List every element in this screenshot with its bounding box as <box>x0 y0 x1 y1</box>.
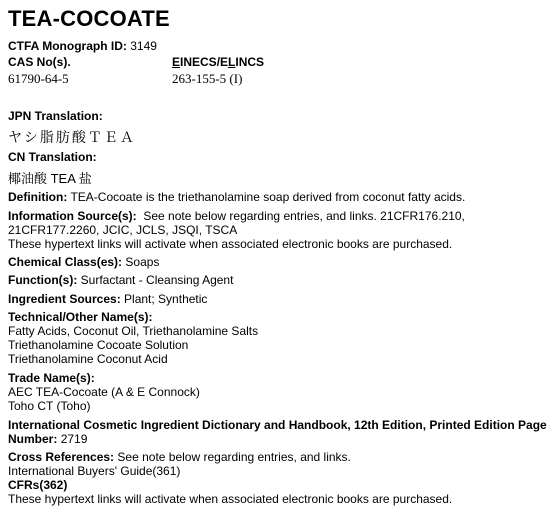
cn-translation-label: CN Translation: <box>8 150 97 164</box>
definition-row <box>8 190 465 204</box>
trade-name-item: AEC TEA-Cocoate (A & E Connock) <box>8 385 200 399</box>
cross-references-row <box>8 450 351 464</box>
dictionary-page-value: 2719 <box>60 432 88 446</box>
einecs-value: 263-155-5 (I) <box>172 71 243 86</box>
other-name-item: Fatty Acids, Coconut Oil, Triethanolamine Salts <box>8 324 259 338</box>
ingredient-sources-label: Ingredient Sources: <box>8 292 121 306</box>
dictionary-page-row <box>8 432 87 446</box>
cross-references-label: Cross References: <box>8 450 115 464</box>
cn-translation-value: 椰油酸 TEA 盐 <box>8 171 92 186</box>
dictionary-page-label: Number: <box>8 432 58 446</box>
monograph-id-label: CTFA Monograph ID: <box>8 39 127 53</box>
info-sources-row <box>8 209 465 223</box>
jpn-translation-label: JPN Translation: <box>8 109 103 123</box>
info-sources-line1[interactable]: See note below regarding entries, and links. 21CFR176.210, <box>143 209 465 223</box>
other-name-item: Triethanolamine Cocoate Solution <box>8 338 189 352</box>
info-sources-note: These hypertext links will activate when associated electronic books are purchased. <box>8 237 453 251</box>
monograph-id-value: 3149 <box>130 39 157 53</box>
chemical-class-label: Chemical Class(es): <box>8 255 123 269</box>
cas-value: 61790-64-5 <box>8 71 69 86</box>
functions-row <box>8 273 233 287</box>
other-names-label: Technical/Other Name(s): <box>8 310 153 324</box>
trade-names-label: Trade Name(s): <box>8 371 95 385</box>
dictionary-label: International Cosmetic Ingredient Dictionary and Handbook, 12th Edition, Printed Edition Page <box>8 418 547 432</box>
monograph-id-row <box>8 39 157 53</box>
chemical-class-row <box>8 255 159 269</box>
other-name-item: Triethanolamine Coconut Acid <box>8 352 168 366</box>
chemical-class-value: Soaps <box>125 255 160 269</box>
buyers-guide-link[interactable]: International Buyers' Guide(361) <box>8 464 181 478</box>
cfrs-note: These hypertext links will activate when associated electronic books are purchased. <box>8 492 453 506</box>
functions-label: Function(s): <box>8 273 78 287</box>
trade-name-item: Toho CT (Toho) <box>8 399 91 413</box>
cas-label: CAS No(s). <box>8 55 71 69</box>
info-sources-label: Information Source(s): <box>8 209 137 223</box>
ingredient-sources-row <box>8 292 207 306</box>
definition-label: Definition: <box>8 190 68 204</box>
info-sources-line2[interactable]: 21CFR177.2260, JCIC, JCLS, JSQI, TSCA <box>8 223 238 237</box>
cross-references-value: See note below regarding entries, and links. <box>117 450 351 464</box>
definition-value: TEA-Cocoate is the triethanolamine soap derived from coconut fatty acids. <box>70 190 466 204</box>
cfrs-label[interactable]: CFRs(362) <box>8 478 68 492</box>
ingredient-sources-value: Plant; Synthetic <box>124 292 208 306</box>
einecs-label: EINECS/ELINCS <box>172 55 265 69</box>
jpn-translation-value: ヤシ脂肪酸ＴＥＡ <box>8 129 136 145</box>
functions-value: Surfactant - Cleansing Agent <box>80 273 234 287</box>
page-title: TEA-COCOATE <box>8 6 170 31</box>
